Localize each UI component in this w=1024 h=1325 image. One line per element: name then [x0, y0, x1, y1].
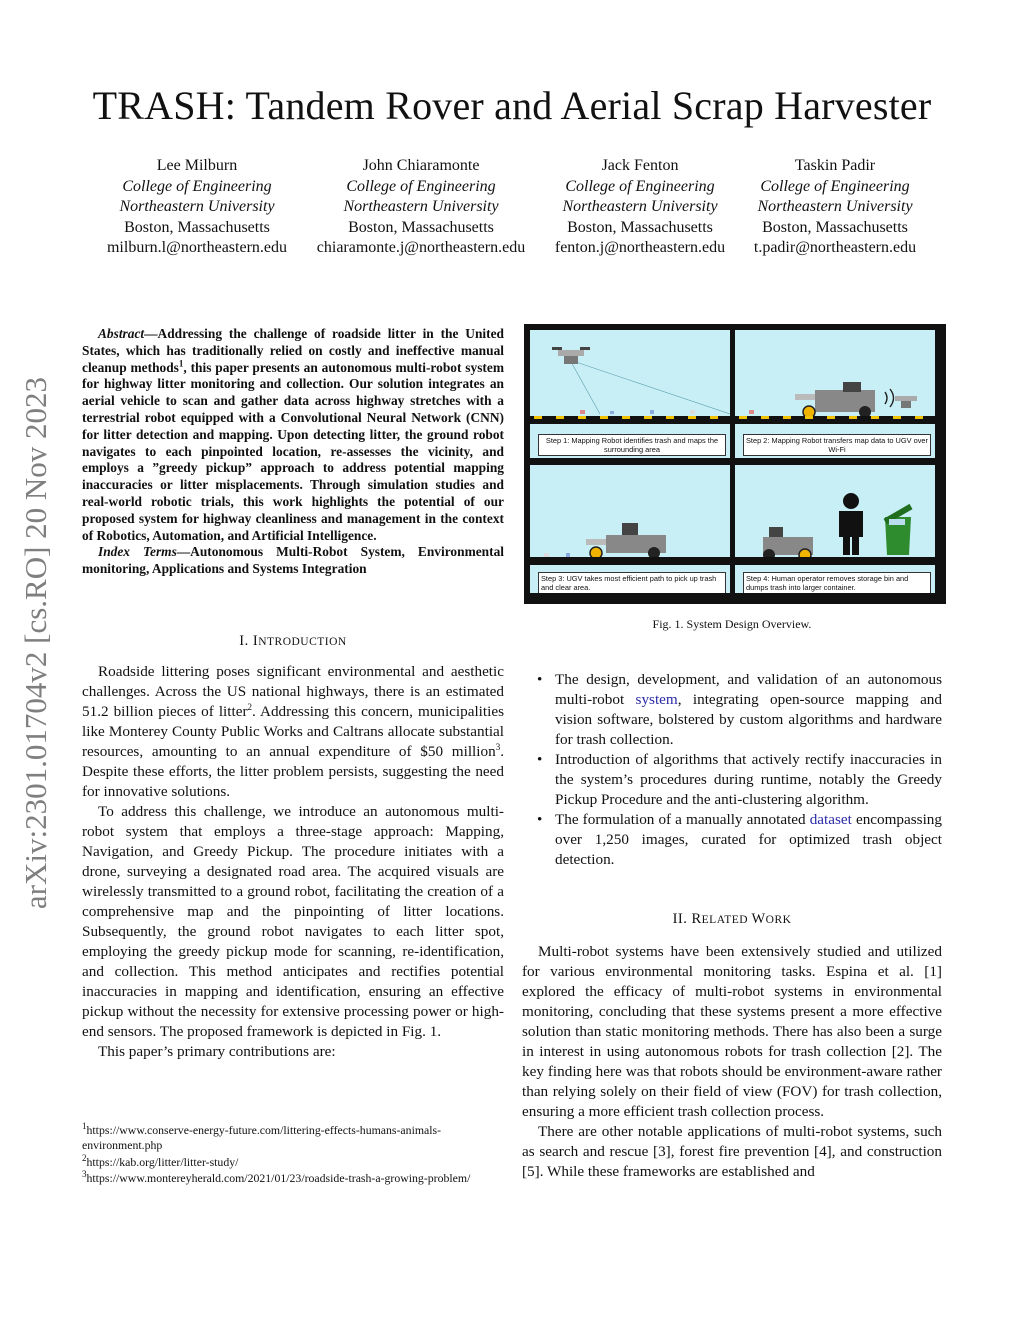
author-email[interactable]: t.padir@northeastern.edu — [753, 239, 917, 256]
author-university: Northeastern University — [562, 198, 718, 215]
author-university: Northeastern University — [343, 198, 499, 215]
intro-paragraph-1: Roadside littering poses significant environmental and aesthetic challenges. Across the US national highways, there is an estimated 51.2 billion pieces of litter$^2$. Addressing this concern, municipalities like Monterey County Public Works and Caltrans allocate substantial resources, amounting to an annual expenditure of $50 million$^3$. Despite these efforts, the litter problem persists, suggesting the need for innovative solutions. — [82, 663, 504, 800]
author-city: Boston, Massachusetts — [124, 218, 270, 236]
author-block-4 — [740, 156, 930, 259]
contribution-item-2: • Introduction of algorithms that actively rectify inaccuracies in the system’s procedures during runtime, notably the Greedy Pickup Procedure and the anti-clustering algorithm. — [522, 750, 942, 810]
figure-panel-step-2 — [735, 330, 935, 458]
contribution-item-1: • The design, development, and validation of an autonomous multi-robot system, integrating open-source mapping and vision software, bolstered by custom algorithms and hardware for trash collection. — [522, 670, 942, 750]
footnote-3: $^3$https://www.montereyherald.com/2021/01/23/roadside-trash-a-growing-problem/ — [82, 1169, 471, 1185]
intro-paragraph-2: To address this challenge, we introduce an autonomous multi-robot system that employs a three-stage approach: Mapping, Navigation, and Greedy Pickup. The procedure initiates with a drone, surveying a designated road area. The acquired visuals are wirelessly transmitted to a ground robot, facilitating the creation of a comprehensive map and the pinpointing of litter locations. Subsequently, the ground robot navigates to each litter spot, employing the greedy pickup mode for scanning, re-identification, and collection. This method anticipates and rectifies potential inaccuracies in mapping and identification, ensuring an effective pickup without the necessity for extensive processing power or high-end sensors. The proposed framework is depicted in Fig. 1. — [82, 803, 504, 1040]
author-dept: College of Engineering — [122, 177, 272, 195]
related-paragraph-1: Multi-robot systems have been extensively studied and utilized for various environmental monitoring tasks. Espina et al. [1] explored the efficacy of multi-robot systems in environmental monitoring, concluding that these systems present a more effective solution than static monitoring methods. There has also been a surge in interest in using autonomous robots for trash collection [2]. The key finding here was that robots should be environment-aware rather than relying solely on their field of view (FOV) for trash collection, ensuring a more efficient trash collection process. — [522, 943, 942, 1120]
author-university: Northeastern University — [757, 198, 913, 215]
author-block-1 — [97, 156, 297, 259]
index-terms-label: Index Terms — [98, 544, 177, 560]
related-work-body — [522, 942, 942, 1182]
figure-step-1-caption: Step 1: Mapping Robot identifies trash and maps the surrounding area — [538, 434, 726, 456]
figure-panel-step-3 — [530, 465, 730, 593]
figure-panel-step-1 — [530, 330, 730, 458]
abstract-label: Abstract — [98, 326, 145, 341]
author-university: Northeastern University — [119, 198, 275, 215]
abstract-footnote-mark: 1 — [178, 358, 184, 369]
figure-panel-step-4 — [735, 465, 935, 593]
author-name: Lee Milburn — [156, 157, 238, 174]
author-dept: College of Engineering — [565, 177, 715, 195]
author-dept: College of Engineering — [346, 177, 496, 195]
author-city: Boston, Massachusetts — [762, 218, 908, 236]
figure-step-4-caption: Step 4: Human operator removes storage bin and dumps trash into larger container. — [743, 572, 931, 593]
author-email[interactable]: chiaramonte.j@northeastern.edu — [316, 239, 526, 256]
contributions-list-column — [522, 670, 942, 870]
contribution-item-3: • The formulation of a manually annotated dataset encompassing over 1,250 images, curated for optimized trash object detection. — [522, 810, 942, 870]
author-city: Boston, Massachusetts — [348, 218, 494, 236]
introduction-body — [82, 662, 504, 1062]
author-dept: College of Engineering — [760, 177, 910, 195]
footnote-2: $^2$https://kab.org/litter/litter-study/ — [82, 1153, 239, 1169]
author-block-2 — [306, 156, 536, 259]
author-city: Boston, Massachusetts — [567, 218, 713, 236]
section-heading-introduction: I. INTRODUCTION — [239, 633, 347, 649]
author-name: Jack Fenton — [601, 157, 679, 174]
section-heading-related-work: II. RELATED WORK — [672, 911, 792, 927]
footnote-1: $^1$https://www.conserve-energy-future.com/littering-effects-humans-animals-environment.php — [82, 1121, 442, 1152]
abstract — [82, 326, 504, 578]
related-paragraph-2: There are other notable applications of multi-robot systems, such as search and rescue [3], forest fire prevention [4], and construction [5]. While these frameworks are established and — [522, 1123, 942, 1180]
contributions-list — [522, 670, 942, 870]
author-email[interactable]: fenton.j@northeastern.edu — [554, 239, 726, 256]
figure-step-2-caption: Step 2: Mapping Robot transfers map data to UGV over Wi-Fi — [743, 434, 931, 456]
abstract-text-a: —Addressing the challenge of roadside litter in the United States, which has traditionally relied on costly and ineffective manual cleanup methods — [82, 326, 504, 375]
dataset-link[interactable]: dataset — [809, 811, 852, 828]
author-email[interactable]: milburn.l@northeastern.edu — [106, 239, 288, 256]
paper-title: TRASH: Tandem Rover and Aerial Scrap Harvester — [92, 83, 932, 128]
figure-1-caption: Fig. 1. System Design Overview. — [652, 617, 812, 631]
author-name: Taskin Padir — [794, 157, 876, 174]
figure-1-system-overview — [524, 324, 946, 604]
figure-step-3-caption: Step 3: UGV takes most efficient path to pick up trash and clear area. — [538, 572, 726, 593]
index-terms-text: —Autonomous Multi-Robot System, Environmental monitoring, Applications and Systems Integration — [82, 544, 504, 577]
system-link[interactable]: system — [635, 691, 678, 708]
author-name: John Chiaramonte — [362, 157, 480, 174]
arxiv-sidebar-stamp[interactable]: arXiv:2301.01704v2 [cs.RO] 20 Nov 2023 — [18, 376, 53, 910]
author-block-3 — [540, 156, 740, 259]
abstract-text-b: , this paper presents an autonomous multi-robot system for highway litter monitoring and collection. Our solution integrates an aerial vehicle to scan and gather data across highway stretches with a terrestrial robot equipped with a Convolutional Neural Network (CNN) for litter detection and mapping. Upon detecting litter, the ground robot navigates to each pinpointed location, re-assesses the vicinity, and employs a ”greedy pickup” approach to address potential mapping inaccuracies or litter misplacements. Through simulation studies and real-world robotic trials, this work highlights the potential of our proposed system for highway cleanliness and management in the context of Robotics, Automation, and Artificial Intelligence. — [82, 359, 504, 543]
intro-paragraph-3: This paper’s primary contributions are: — [98, 1043, 336, 1060]
